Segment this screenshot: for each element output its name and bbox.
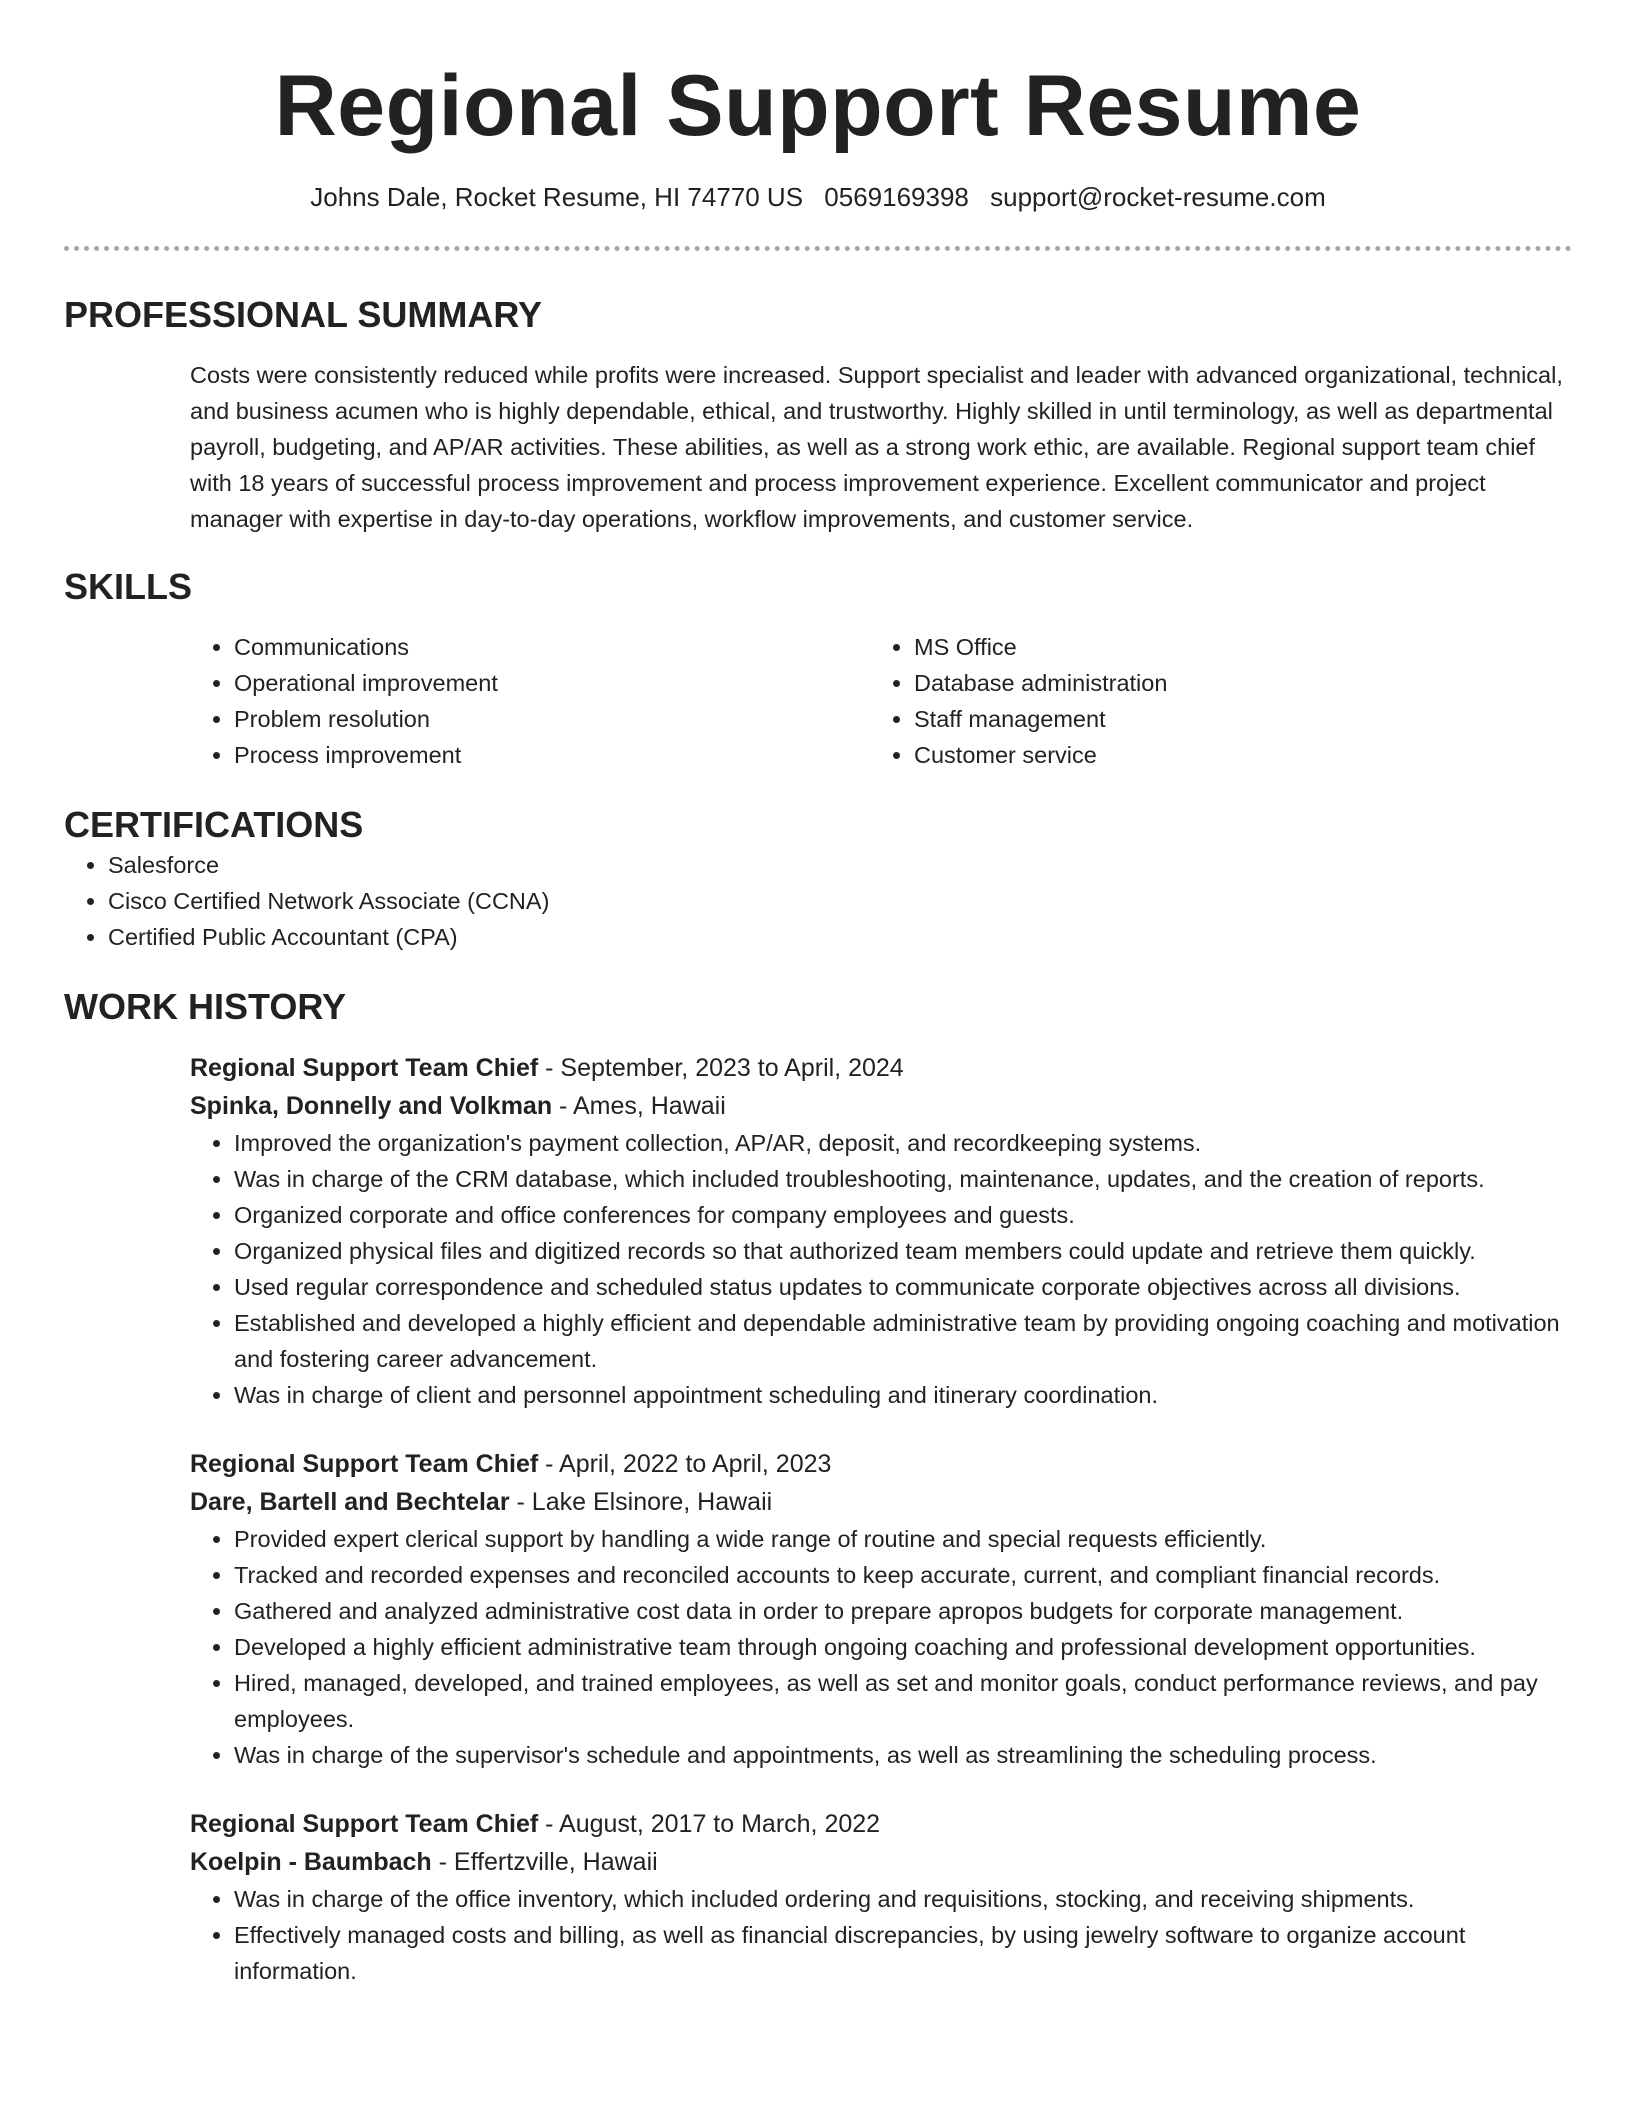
job-bullet: • Organized corporate and office conferences for company employees and guests.	[234, 1197, 1572, 1233]
job-bullet: • Gathered and analyzed administrative cost data in order to prepare apropos budgets for corporate management.	[234, 1593, 1572, 1629]
summary-text: Costs were consistently reduced while profits were increased. Support specialist and leader with advanced organizational, technical, and business acumen who is highly dependable, ethical, and trustworthy. Highly skilled in until terminology, as well as departmental payroll, budgeting, and AP/AR activities. These abilities, as well as a strong work ethic, are available. Regional support team chief with 18 years of successful process improvement and process improvement experience. Excellent communicator and project manager with expertise in day-to-day operations, workflow improvements, and customer service.	[190, 362, 1563, 532]
job-bullet: • Was in charge of the CRM database, which included troubleshooting, maintenance, updates, and the creation of reports.	[234, 1161, 1572, 1197]
skills-section	[64, 565, 1572, 773]
job-bullets	[190, 1125, 1572, 1413]
summary-heading: PROFESSIONAL SUMMARY	[64, 294, 543, 335]
job-location: Effertzville, Hawaii	[453, 1848, 658, 1876]
certification-item: • Certified Public Accountant (CPA)	[108, 919, 1572, 955]
job-bullet: • Was in charge of the supervisor's schedule and appointments, as well as streamlining the scheduling process.	[234, 1737, 1572, 1773]
job-title: Regional Support Team Chief	[190, 1810, 539, 1838]
skill-item: • Database administration	[914, 665, 1550, 701]
job-company: Koelpin - Baumbach	[190, 1848, 432, 1876]
skill-item: • MS Office	[914, 629, 1550, 665]
contact-line	[64, 180, 1572, 214]
summary-section	[64, 293, 1572, 537]
job-title-line: Regional Support Team Chief - September, 2023 to April, 2024	[190, 1054, 904, 1082]
header-divider	[64, 246, 1572, 251]
certifications-list	[64, 847, 1572, 955]
job-dates: August, 2017 to March, 2022	[559, 1810, 881, 1838]
job-dates: September, 2023 to April, 2024	[560, 1054, 904, 1082]
contact-address: Johns Dale, Rocket Resume, HI 74770 US	[310, 182, 804, 212]
job-bullet: • Provided expert clerical support by handling a wide range of routine and special requests efficiently.	[234, 1521, 1572, 1557]
skill-item: • Staff management	[914, 701, 1550, 737]
certification-item: • Cisco Certified Network Associate (CCNA)	[108, 883, 1572, 919]
job-entry	[190, 1049, 1572, 1413]
skill-item: • Customer service	[914, 737, 1550, 773]
skill-item: • Communications	[234, 629, 870, 665]
job-bullet: • Was in charge of client and personnel appointment scheduling and itinerary coordination.	[234, 1377, 1572, 1413]
job-entry	[190, 1805, 1572, 1989]
job-bullet: • Effectively managed costs and billing, as well as financial discrepancies, by using jewelry software to organize account information.	[234, 1917, 1572, 1989]
skill-item: • Process improvement	[234, 737, 870, 773]
skills-heading: SKILLS	[64, 566, 193, 607]
resume-page	[64, 0, 1572, 1989]
work-history-section	[64, 985, 1572, 1989]
job-title-line: Regional Support Team Chief - April, 2022 to April, 2023	[190, 1450, 832, 1478]
work-history-heading: WORK HISTORY	[64, 986, 347, 1027]
job-title: Regional Support Team Chief	[190, 1450, 539, 1478]
certifications-section	[64, 803, 1572, 955]
skills-list-right	[870, 629, 1550, 773]
job-company-line: Spinka, Donnelly and Volkman - Ames, Hawaii	[190, 1092, 726, 1120]
resume-title: Regional Support Resume	[274, 58, 1362, 154]
job-company: Spinka, Donnelly and Volkman	[190, 1092, 553, 1120]
job-location: Lake Elsinore, Hawaii	[531, 1488, 773, 1516]
skills-grid	[190, 629, 1572, 773]
job-location: Ames, Hawaii	[572, 1092, 726, 1120]
contact-phone: 0569169398	[824, 182, 969, 212]
job-bullet: • Used regular correspondence and scheduled status updates to communicate corporate objectives across all divisions.	[234, 1269, 1572, 1305]
contact-email[interactable]: support@rocket-resume.com	[990, 182, 1326, 212]
job-bullet: • Organized physical files and digitized records so that authorized team members could update and retrieve them quickly.	[234, 1233, 1572, 1269]
skill-item: • Problem resolution	[234, 701, 870, 737]
job-company: Dare, Bartell and Bechtelar	[190, 1488, 510, 1516]
job-company-line: Dare, Bartell and Bechtelar - Lake Elsinore, Hawaii	[190, 1488, 773, 1516]
job-bullet: • Improved the organization's payment collection, AP/AR, deposit, and recordkeeping systems.	[234, 1125, 1572, 1161]
certification-item: • Salesforce	[108, 847, 1572, 883]
job-bullets	[190, 1521, 1572, 1773]
job-bullet: • Hired, managed, developed, and trained employees, as well as set and monitor goals, conduct performance reviews, and pay employees.	[234, 1665, 1572, 1737]
job-title: Regional Support Team Chief	[190, 1054, 539, 1082]
skill-item: • Operational improvement	[234, 665, 870, 701]
job-bullet: • Tracked and recorded expenses and reconciled accounts to keep accurate, current, and compliant financial records.	[234, 1557, 1572, 1593]
skills-list-left	[190, 629, 870, 773]
job-bullets	[190, 1881, 1572, 1989]
job-bullet: • Established and developed a highly efficient and dependable administrative team by providing ongoing coaching and motivation and fostering career advancement.	[234, 1305, 1572, 1377]
job-entry	[190, 1445, 1572, 1773]
job-title-line: Regional Support Team Chief - August, 2017 to March, 2022	[190, 1810, 881, 1838]
job-company-line: Koelpin - Baumbach - Effertzville, Hawaii	[190, 1848, 658, 1876]
certifications-heading: CERTIFICATIONS	[64, 804, 364, 845]
job-bullet: • Was in charge of the office inventory, which included ordering and requisitions, stocking, and receiving shipments.	[234, 1881, 1572, 1917]
job-bullet: • Developed a highly efficient administrative team through ongoing coaching and professional development opportunities.	[234, 1629, 1572, 1665]
job-dates: April, 2022 to April, 2023	[559, 1450, 832, 1478]
